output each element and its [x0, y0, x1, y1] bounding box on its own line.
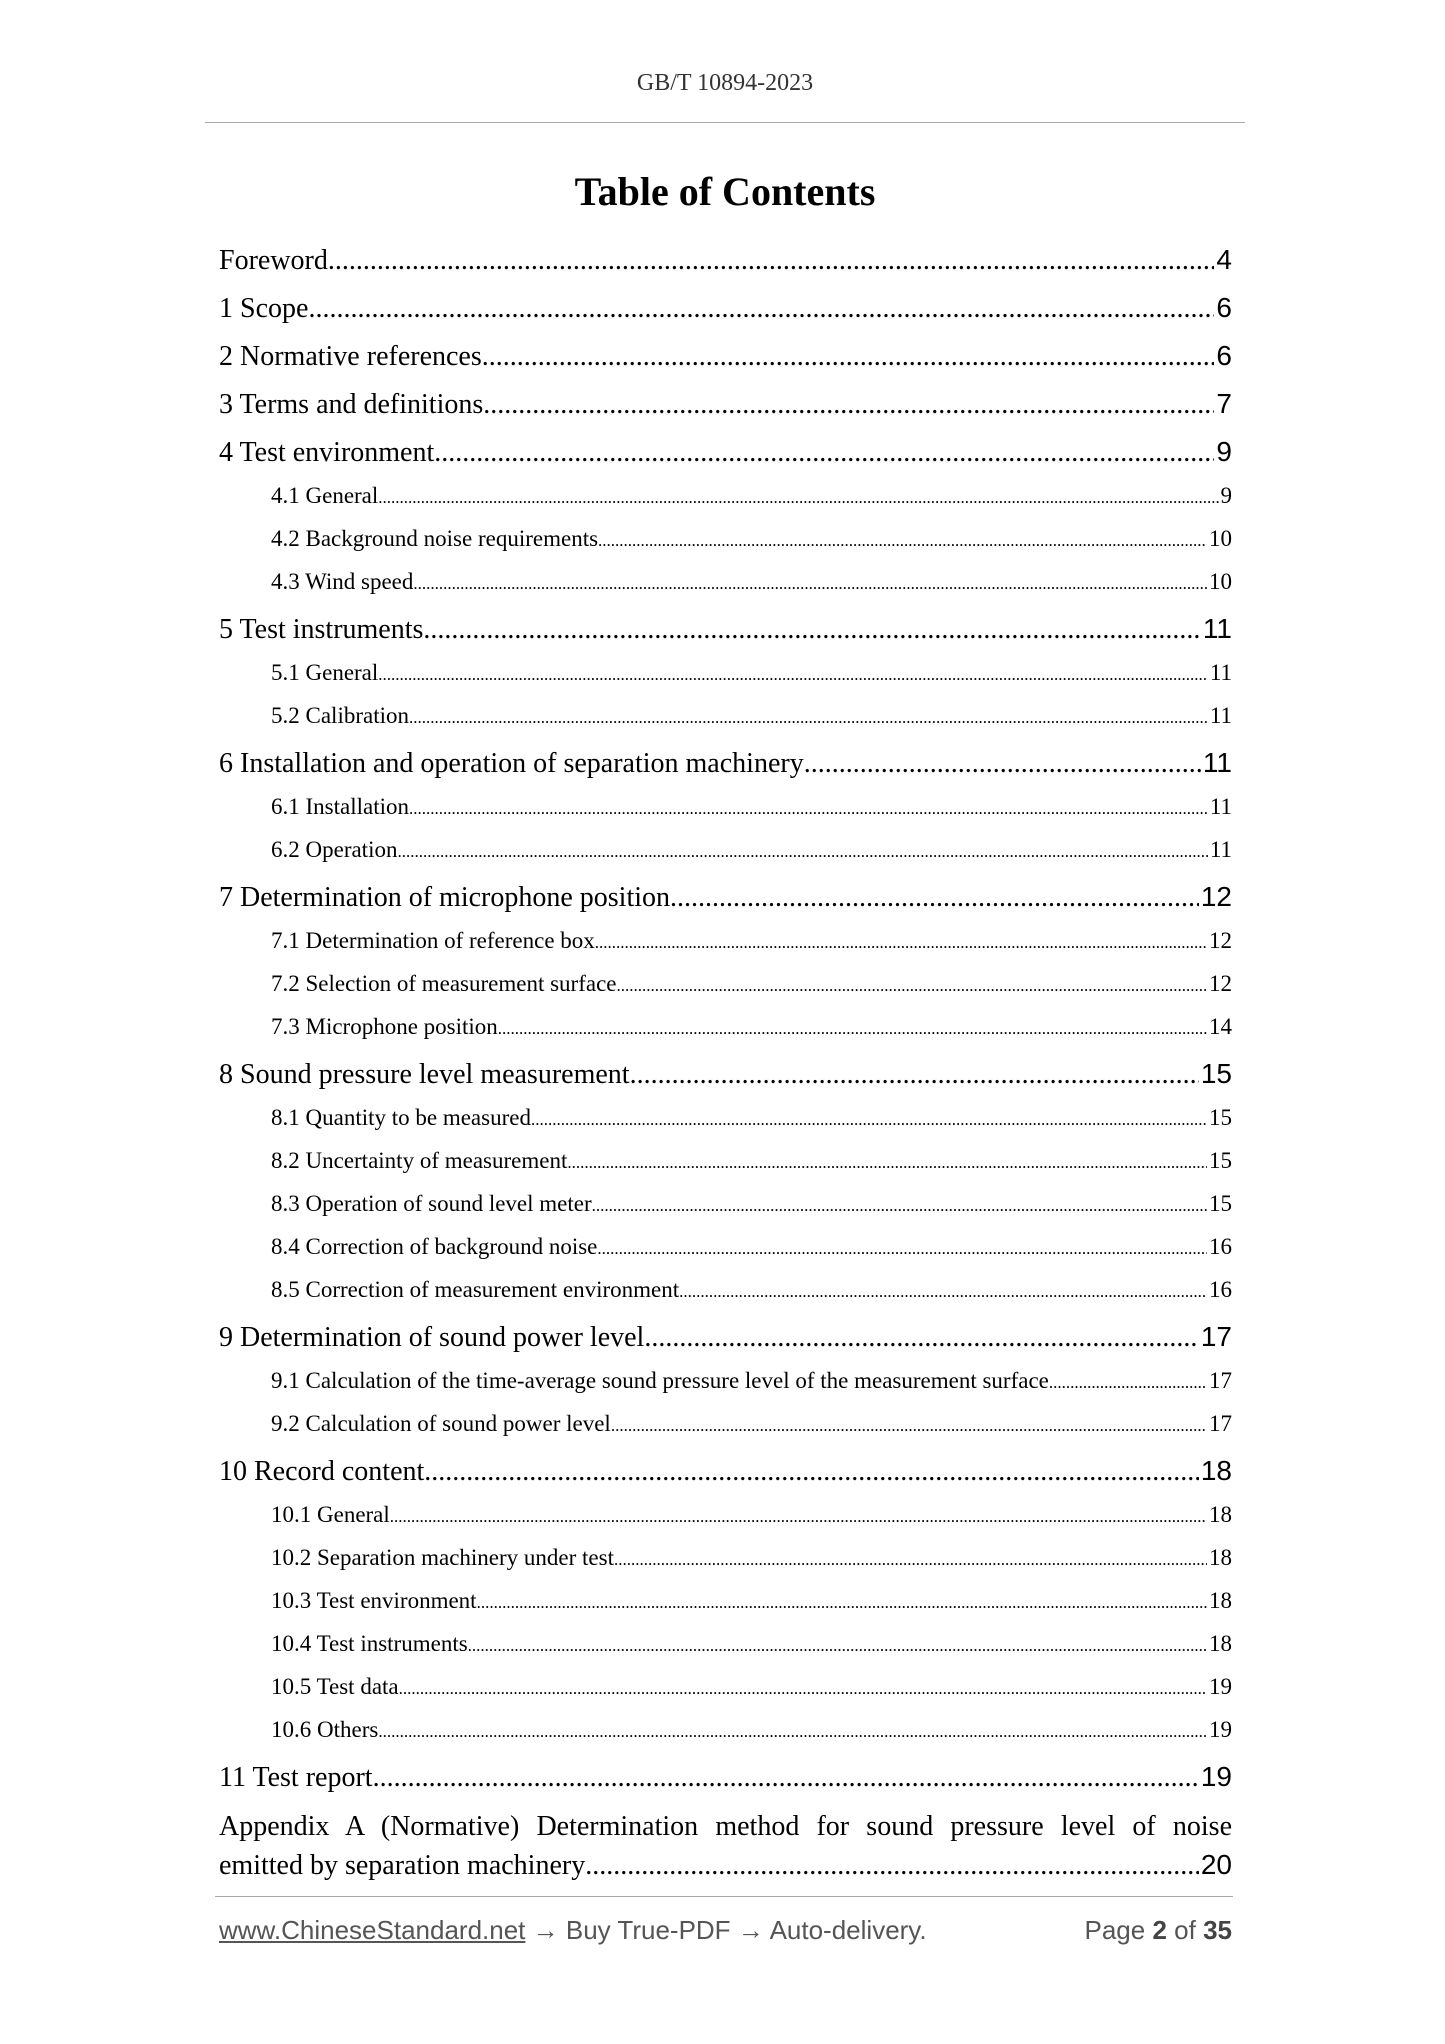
dot-leader [614, 1550, 1207, 1570]
toc-entry-title: 9.2 Calculation of sound power level [271, 1411, 611, 1436]
toc-subentry[interactable] [219, 1011, 1232, 1054]
toc-entry-title: 6.1 Installation [271, 794, 409, 819]
toc-subentry[interactable] [219, 657, 1232, 700]
document-code-header: GB/T 10894-2023 [636, 70, 814, 96]
dot-leader [424, 1456, 1199, 1488]
dot-leader [390, 1507, 1207, 1527]
toc-entry-title: emitted by separation machinery [219, 1850, 586, 1881]
page-of-label: of [1174, 1915, 1196, 1945]
header-divider [205, 122, 1245, 123]
toc-subentry[interactable] [219, 1628, 1232, 1671]
toc-entry[interactable] [219, 432, 1232, 480]
toc-subentry[interactable] [219, 700, 1232, 743]
page-title: Table of Contents [574, 169, 876, 214]
toc-subentry[interactable] [219, 1585, 1232, 1628]
website-link[interactable]: www.ChineseStandard.net [219, 1915, 526, 1945]
toc-page-number: 18 [1209, 1502, 1232, 1527]
page-current: 2 [1152, 1915, 1167, 1945]
toc-entry-title: 7 Determination of microphone position [219, 882, 671, 913]
dot-leader [644, 1322, 1199, 1354]
page-indicator [1084, 1915, 1232, 1946]
toc-entry-title: 4.3 Wind speed [271, 569, 414, 594]
dot-leader [308, 293, 1214, 325]
toc-entry-title: 5.2 Calibration [271, 703, 409, 728]
toc-entry[interactable] [219, 336, 1232, 384]
dot-leader [567, 1153, 1207, 1173]
toc-page-number: 11 [1209, 703, 1232, 728]
toc-entry-title: 9 Determination of sound power level [219, 1322, 645, 1353]
toc-entry-title: 10 Record content [219, 1456, 425, 1487]
dot-leader [378, 665, 1208, 685]
toc-page-number: 15 [1209, 1105, 1232, 1130]
toc-entry-title: 6 Installation and operation of separation machinery [219, 748, 804, 779]
dot-leader [409, 799, 1208, 819]
toc-entry-title: 8.4 Correction of background noise [271, 1234, 598, 1259]
toc-entry-title: 7.2 Selection of measurement surface [271, 971, 617, 996]
toc-entry[interactable] [219, 743, 1232, 791]
toc-page-number: 17 [1209, 1368, 1232, 1393]
dot-leader [670, 882, 1199, 914]
dot-leader [397, 842, 1207, 862]
dot-leader [598, 531, 1207, 551]
dot-leader [630, 1059, 1199, 1091]
toc-entry-title: 7.1 Determination of reference box [271, 928, 595, 953]
toc-page-number: 18 [1209, 1631, 1232, 1656]
toc-subentry[interactable] [219, 480, 1232, 523]
page-label: Page [1084, 1915, 1146, 1945]
toc-entry-title: 4.1 General [271, 483, 379, 508]
toc-page-number: 18 [1200, 1455, 1232, 1486]
dot-leader [679, 1282, 1207, 1302]
toc-entry-title: 4.2 Background noise requirements [271, 526, 599, 551]
toc-entry[interactable] [219, 240, 1232, 288]
toc-page-number: 12 [1209, 971, 1232, 996]
toc-page-number: 7 [1216, 388, 1232, 419]
toc-subentry[interactable] [219, 1499, 1232, 1542]
dot-leader [483, 389, 1214, 421]
toc-subentry[interactable] [219, 1145, 1232, 1188]
page-footer [219, 1915, 1232, 1946]
toc-entry[interactable] [219, 1317, 1232, 1365]
toc-page-number: 18 [1209, 1545, 1232, 1570]
toc-page-number: 11 [1209, 794, 1232, 819]
toc-entry[interactable] [219, 1451, 1232, 1499]
toc-page-number: 11 [1209, 660, 1232, 685]
dot-leader [482, 341, 1215, 373]
toc-page-number: 9 [1220, 483, 1232, 508]
toc-entry-title: 8.5 Correction of measurement environment [271, 1277, 680, 1302]
dot-leader [378, 488, 1218, 508]
toc-entry[interactable] [219, 1054, 1232, 1102]
toc-entry-title: 1 Scope [219, 293, 309, 324]
dot-leader [595, 933, 1207, 953]
toc-page-number: 11 [1202, 613, 1232, 644]
toc-page-number: 16 [1209, 1234, 1232, 1259]
toc-page-number: 17 [1200, 1321, 1232, 1352]
dot-leader [531, 1110, 1207, 1130]
toc-page-number: 19 [1209, 1717, 1232, 1742]
toc-page-number: 6 [1216, 292, 1232, 323]
toc-subentry[interactable] [219, 566, 1232, 609]
toc-page-number: 12 [1200, 881, 1232, 912]
toc-entry-title: 8 Sound pressure level measurement [219, 1059, 630, 1090]
toc-subentry[interactable] [219, 1671, 1232, 1714]
toc-page-number: 20 [1200, 1849, 1232, 1880]
dot-leader [477, 1593, 1207, 1613]
toc-subentry[interactable] [219, 1714, 1232, 1757]
toc-entry[interactable] [219, 384, 1232, 432]
toc-subentry[interactable] [219, 1542, 1232, 1585]
toc-subentry[interactable] [219, 1408, 1232, 1451]
toc-page-number: 19 [1200, 1761, 1232, 1792]
table-of-contents [219, 240, 1232, 1889]
toc-entry-title: 10.2 Separation machinery under test [271, 1545, 614, 1570]
toc-entry-title: 10.4 Test instruments [271, 1631, 468, 1656]
toc-entry-title: 10.1 General [271, 1502, 390, 1527]
toc-entry[interactable] [219, 288, 1232, 336]
toc-entry-title: 10.5 Test data [271, 1674, 399, 1699]
dot-leader [378, 1722, 1207, 1742]
toc-entry[interactable] [219, 1757, 1232, 1805]
toc-subentry[interactable] [219, 1365, 1232, 1408]
dot-leader [617, 976, 1207, 996]
toc-page-number: 11 [1209, 837, 1232, 862]
footer-divider [215, 1896, 1233, 1897]
toc-page-number: 14 [1209, 1014, 1232, 1039]
toc-entry-title: 8.3 Operation of sound level meter [271, 1191, 592, 1216]
toc-subentry[interactable] [219, 1188, 1232, 1231]
toc-entry-title: 4 Test environment [219, 437, 435, 468]
toc-page-number: 12 [1209, 928, 1232, 953]
toc-entry-title: 6.2 Operation [271, 837, 398, 862]
toc-entry-title: Foreword [219, 245, 328, 276]
dot-leader [804, 748, 1201, 780]
dot-leader [585, 1850, 1199, 1882]
toc-entry-title: 10.3 Test environment [271, 1588, 477, 1613]
toc-page-number: 17 [1209, 1411, 1232, 1436]
toc-entry-title: 9.1 Calculation of the time-average sound pressure level of the measurement surface [271, 1368, 1049, 1393]
toc-page-number: 18 [1209, 1588, 1232, 1613]
toc-page-number: 9 [1216, 436, 1232, 467]
toc-page-number: 16 [1209, 1277, 1232, 1302]
dot-leader [597, 1239, 1207, 1259]
toc-entry-title: 10.6 Others [271, 1717, 379, 1742]
toc-subentry[interactable] [219, 925, 1232, 968]
dot-leader [468, 1636, 1207, 1656]
toc-entry-title: 5 Test instruments [219, 614, 424, 645]
dot-leader [373, 1762, 1199, 1794]
toc-entry-title: Appendix A (Normative) Determination method for sound pressure level of noise [219, 1811, 1232, 1842]
toc-page-number: 4 [1216, 244, 1232, 275]
dot-leader [1049, 1373, 1207, 1393]
toc-page-number: 11 [1202, 747, 1232, 778]
toc-entry-title: 5.1 General [271, 660, 379, 685]
footer-tagline: → Buy True-PDF → Auto-delivery. [525, 1915, 927, 1945]
dot-leader [328, 245, 1215, 277]
toc-entry[interactable] [219, 609, 1232, 657]
toc-subentry[interactable] [219, 834, 1232, 877]
dot-leader [399, 1679, 1207, 1699]
toc-entry-title: 7.3 Microphone position [271, 1014, 498, 1039]
toc-subentry[interactable] [219, 1231, 1232, 1274]
page-total: 35 [1203, 1915, 1232, 1945]
toc-entry-title: 2 Normative references [219, 341, 482, 372]
dot-leader [413, 574, 1207, 594]
dot-leader [409, 708, 1208, 728]
toc-entry-appendix-a[interactable] [219, 1811, 1232, 1889]
dot-leader [498, 1019, 1207, 1039]
toc-page-number: 15 [1209, 1191, 1232, 1216]
dot-leader [611, 1416, 1207, 1436]
toc-subentry[interactable] [219, 1274, 1232, 1317]
toc-entry-title: 8.1 Quantity to be measured [271, 1105, 531, 1130]
toc-entry-title: 3 Terms and definitions [219, 389, 484, 420]
toc-page-number: 19 [1209, 1674, 1232, 1699]
toc-subentry[interactable] [219, 968, 1232, 1011]
toc-subentry[interactable] [219, 1102, 1232, 1145]
toc-subentry[interactable] [219, 523, 1232, 566]
toc-page-number: 6 [1216, 340, 1232, 371]
dot-leader [434, 437, 1214, 469]
toc-page-number: 10 [1209, 569, 1232, 594]
toc-entry-title: 8.2 Uncertainty of measurement [271, 1148, 568, 1173]
dot-leader [592, 1196, 1207, 1216]
toc-subentry[interactable] [219, 791, 1232, 834]
toc-page-number: 15 [1200, 1058, 1232, 1089]
toc-entry-title: 11 Test report [219, 1762, 373, 1793]
toc-entry[interactable] [219, 877, 1232, 925]
dot-leader [423, 614, 1201, 646]
toc-page-number: 10 [1209, 526, 1232, 551]
toc-page-number: 15 [1209, 1148, 1232, 1173]
